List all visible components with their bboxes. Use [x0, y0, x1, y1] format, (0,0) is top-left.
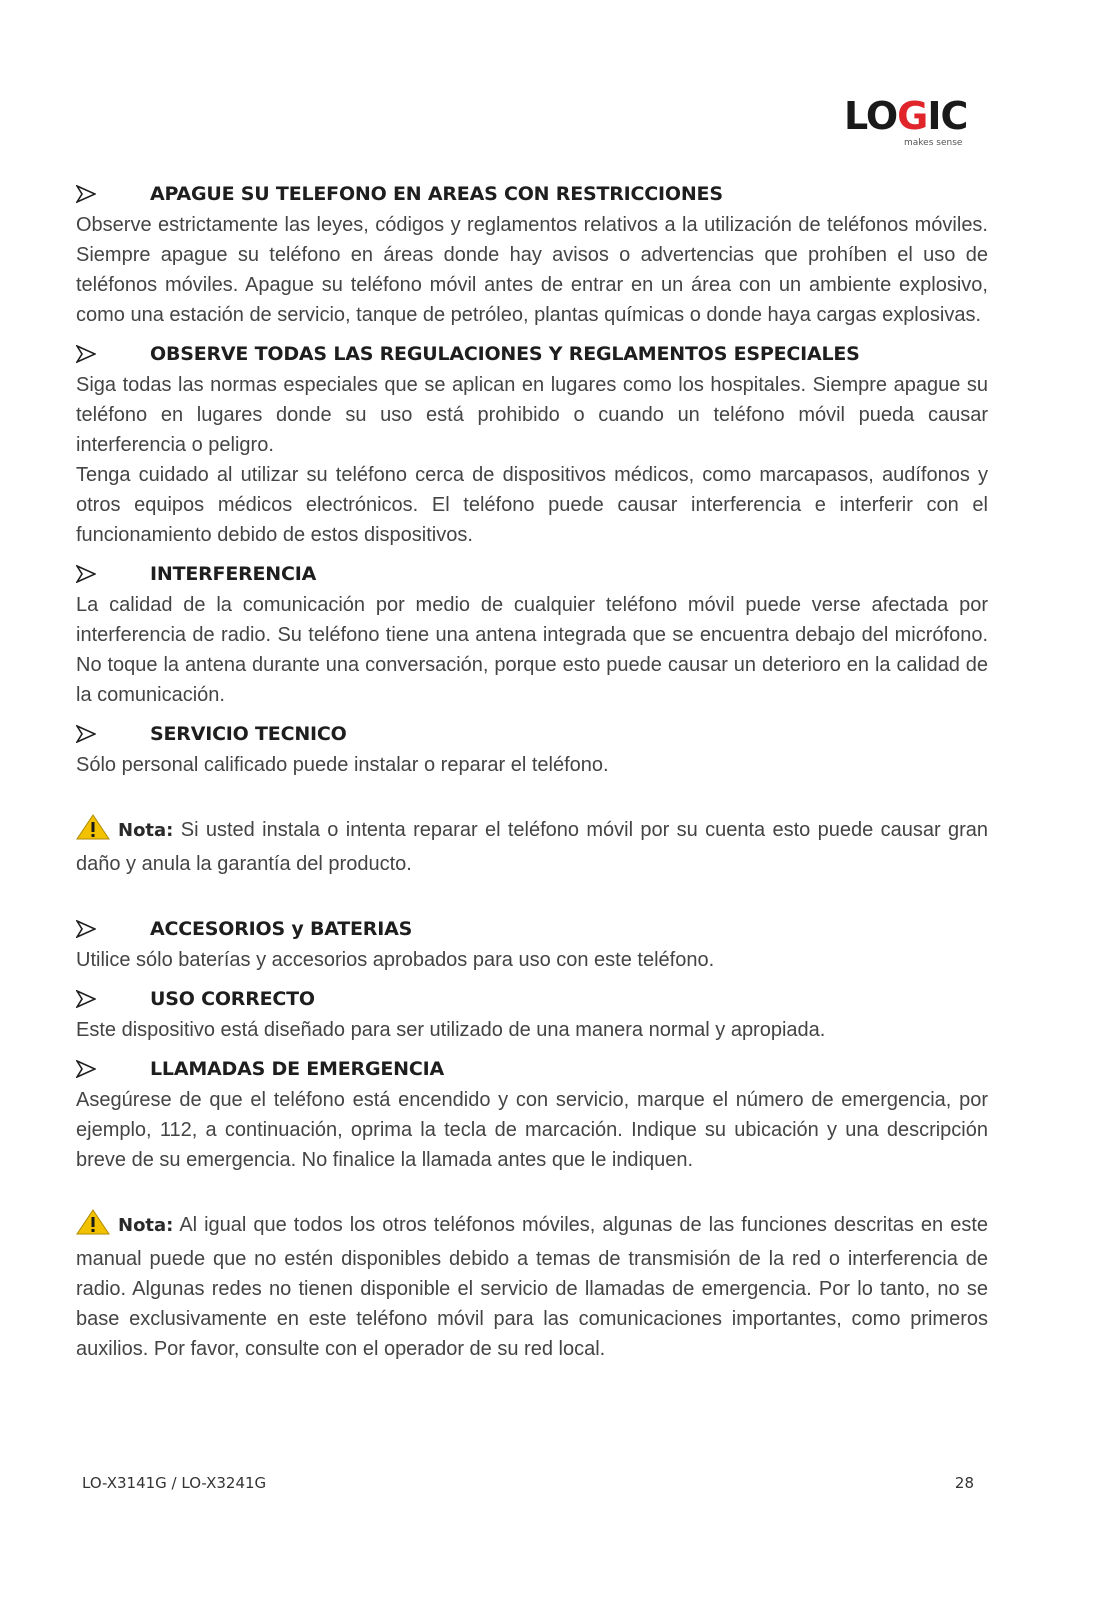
section-title: INTERFERENCIA: [150, 563, 317, 585]
section-paragraph: Sólo personal calificado puede instalar o reparar el teléfono.: [76, 754, 609, 776]
arrowhead-bullet-icon: [76, 185, 150, 203]
section-paragraph: Tenga cuidado al utilizar su teléfono cerca de dispositivos médicos, como marcapasos, audífonos y otros equipos médicos electrónicos. El teléfono puede causar interferencia e interferir con el funcionamiento debido de estos dispositivos.: [76, 464, 988, 546]
section-heading: [76, 983, 988, 1015]
section-title: APAGUE SU TELEFONO EN AREAS CON RESTRICCIONES: [150, 183, 723, 205]
arrowhead-bullet-icon: [76, 990, 150, 1008]
section-paragraph: Siga todas las normas especiales que se aplican en lugares como los hospitales. Siempre apague su teléfono en lugares donde su uso está prohibido o cuando un teléfono móvil pueda causar interferencia o peligro.: [76, 374, 988, 456]
note-label: Nota:: [118, 1215, 174, 1236]
note-label: Nota:: [118, 820, 174, 841]
footer-model: LO-X3141G / LO-X3241G: [82, 1474, 267, 1492]
arrowhead-bullet-icon: [76, 920, 150, 938]
section-paragraph: La calidad de la comunicación por medio de cualquier teléfono móvil puede verse afectada por interferencia de radio. Su teléfono tiene una antena integrada que se encuentra debajo del micrófono. No toque la antena durante una conversación, porque esto puede causar un deterioro en la calidad de la comunicación.: [76, 594, 988, 706]
section-title: USO CORRECTO: [150, 988, 315, 1010]
arrowhead-bullet-icon: [76, 725, 150, 743]
page-content: [76, 178, 988, 1364]
section-heading: [76, 718, 988, 750]
logo-wordmark: LOGIC: [844, 94, 968, 138]
warning-triangle-icon: [76, 814, 110, 849]
section-heading: [76, 1053, 988, 1085]
arrowhead-bullet-icon: [76, 345, 150, 363]
section-paragraph: Asegúrese de que el teléfono está encendido y con servicio, marque el número de emergencia, por ejemplo, 112, a continuación, oprima la tecla de marcación. Indique su ubicación y una descripción breve de su emergencia. No finalice la llamada antes que le indiquen.: [76, 1089, 988, 1171]
section-paragraph: Utilice sólo baterías y accesorios aprobados para uso con este teléfono.: [76, 949, 715, 971]
warning-note: [76, 814, 988, 879]
note-text: Si usted instala o intenta reparar el teléfono móvil por su cuenta esto puede causar gran daño y anula la garantía del producto.: [76, 819, 988, 875]
arrowhead-bullet-icon: [76, 1060, 150, 1078]
logic-logo: [844, 94, 984, 154]
section-heading: [76, 338, 988, 370]
warning-note: [76, 1209, 988, 1364]
footer-page-number: 28: [954, 1474, 974, 1492]
section-heading: [76, 178, 988, 210]
section-heading: [76, 558, 988, 590]
arrowhead-bullet-icon: [76, 565, 150, 583]
section-title: LLAMADAS DE EMERGENCIA: [150, 1058, 444, 1080]
section-paragraph: Este dispositivo está diseñado para ser utilizado de una manera normal y apropiada.: [76, 1019, 826, 1041]
logo-tagline: makes sense: [904, 138, 963, 148]
section-title: SERVICIO TECNICO: [150, 723, 347, 745]
section-paragraph: Observe estrictamente las leyes, códigos y reglamentos relativos a la utilización de teléfonos móviles. Siempre apague su teléfono en áreas donde hay avisos o advertencias que prohíben el uso de teléfonos móviles. Apague su teléfono móvil antes de entrar en un área con un ambiente explosivo, como una estación de servicio, tanque de petróleo, plantas químicas o donde haya cargas explosivas.: [76, 214, 988, 326]
section-title: ACCESORIOS y BATERIAS: [150, 918, 413, 940]
note-text: Al igual que todos los otros teléfonos móviles, algunas de las funciones descritas en este manual puede que no estén disponibles debido a temas de transmisión de la red o interferencia de radio. Algunas redes no tienen disponible el servicio de llamadas de emergencia. Por lo tanto, no se base exclusivamente en este teléfono móvil para las comunicaciones importantes, como primeros auxilios. Por favor, consulte con el operador de su red local.: [76, 1214, 989, 1360]
section-heading: [76, 913, 988, 945]
warning-triangle-icon: [76, 1209, 110, 1244]
section-title: OBSERVE TODAS LAS REGULACIONES Y REGLAMENTOS ESPECIALES: [150, 343, 860, 365]
